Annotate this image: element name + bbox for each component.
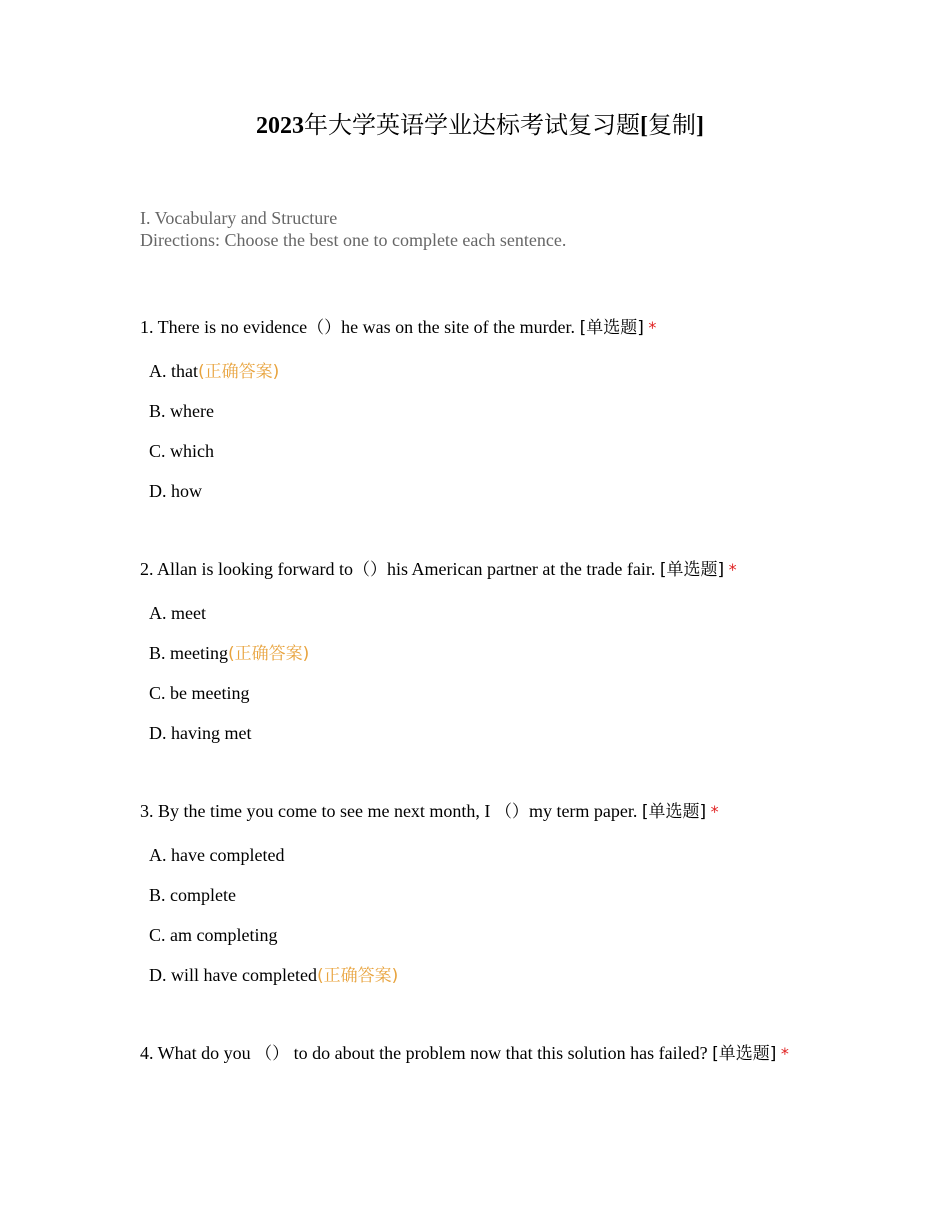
title-bracket-open: [ (640, 113, 648, 139)
question-3 (140, 794, 820, 1001)
title-copy: 复制 (648, 113, 696, 139)
option-c[interactable]: C. am completing (149, 925, 278, 945)
correct-answer-label: (正确答案) (198, 362, 280, 382)
option-list (140, 357, 820, 517)
question-stem: 1. There is no evidence（）he was on the site of the murder. [单选题] * (140, 317, 657, 338)
answer-blank: （） (255, 1044, 290, 1064)
question-type-tag: [单选题] (579, 318, 644, 338)
option-d[interactable]: D. how (149, 481, 202, 501)
option-b[interactable]: B. where (149, 401, 214, 421)
option-d[interactable]: D. will have completed(正确答案) (149, 965, 399, 986)
option-a[interactable]: A. that(正确答案) (149, 361, 280, 382)
option-c[interactable]: C. which (149, 441, 214, 461)
question-4 (140, 1036, 810, 1071)
answer-blank: （） (307, 318, 342, 338)
question-stem: 4. What do you （） to do about the problem now that this solution has failed? [单选题] * (140, 1043, 789, 1064)
option-b[interactable]: B. meeting(正确答案) (149, 643, 310, 664)
answer-blank: （） (494, 802, 529, 822)
title-bracket-close: ] (696, 113, 704, 139)
title-year: 2023 (256, 113, 304, 139)
required-marker: * (728, 560, 737, 579)
question-type-tag: [单选题] (641, 802, 707, 822)
correct-answer-label: (正确答案) (228, 644, 310, 664)
option-list (140, 841, 820, 1001)
option-list (140, 599, 820, 759)
option-d[interactable]: D. having met (149, 723, 252, 743)
title-main: 年大学英语学业达标考试复习题 (304, 113, 640, 139)
option-c[interactable]: C. be meeting (149, 683, 250, 703)
question-type-tag: [单选题] (712, 1044, 777, 1064)
answer-blank: （） (352, 560, 387, 580)
required-marker: * (780, 1044, 789, 1063)
question-1 (140, 310, 820, 517)
option-a[interactable]: A. have completed (149, 845, 285, 865)
section-intro (140, 207, 566, 251)
option-a[interactable]: A. meet (149, 603, 206, 623)
question-stem: 3. By the time you come to see me next month, I （）my term paper. [单选题] * (140, 801, 719, 822)
required-marker: * (710, 802, 719, 821)
question-2 (140, 552, 820, 759)
section-heading: I. Vocabulary and Structure (140, 208, 338, 228)
correct-answer-label: (正确答案) (316, 966, 399, 986)
question-stem: 2. Allan is looking forward to（）his American partner at the trade fair. [单选题] * (140, 559, 737, 580)
page-title (0, 110, 950, 142)
required-marker: * (648, 318, 657, 337)
section-directions: Directions: Choose the best one to complete each sentence. (140, 230, 567, 250)
question-type-tag: [单选题] (659, 560, 725, 580)
option-b[interactable]: B. complete (149, 885, 236, 905)
